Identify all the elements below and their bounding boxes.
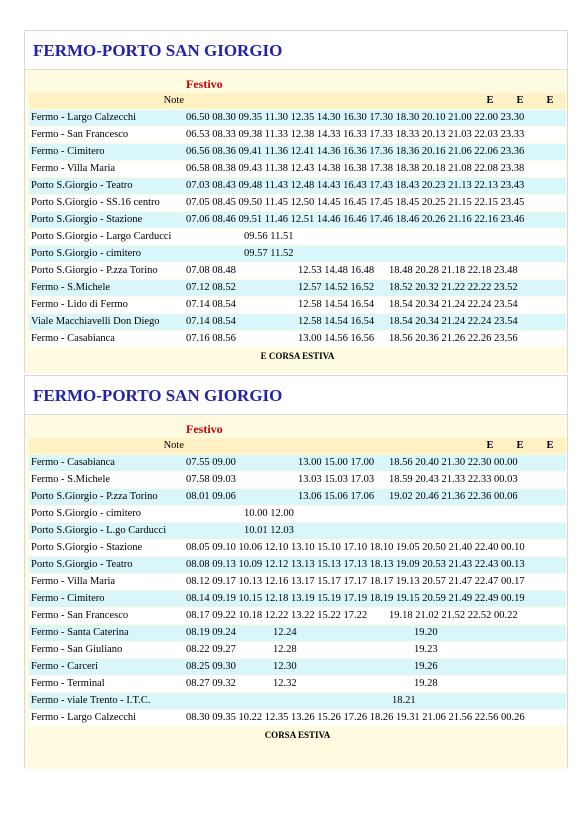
departure-times: [185, 489, 566, 506]
times-group: 12.28: [273, 644, 297, 655]
stop-name: Fermo - Largo Calzecchi: [29, 110, 185, 127]
timetable-row: [29, 144, 566, 161]
departure-times: [185, 144, 566, 161]
timetable-row: [29, 297, 566, 314]
times-group: 08.05 09.10 10.06 12.10 13.10 15.10 17.10 18.10 19.05 20.50 21.40 22.40 00.10: [186, 542, 525, 553]
stop-name: Viale Macchiavelli Don Diego: [29, 314, 185, 331]
times-group: 19.28: [414, 678, 438, 689]
departure-times: [185, 574, 566, 591]
timetable-row: [29, 574, 566, 591]
times-group: 08.08 09.13 10.09 12.12 13.13 15.13 17.13 18.13 19.09 20.53 21.43 22.43 00.13: [186, 559, 525, 570]
times-group: 18.52 20.32 21.22 22.22 23.52: [389, 282, 518, 293]
departure-times: [185, 506, 566, 523]
timetable-row: [29, 472, 566, 489]
stop-name: Fermo - Casabianca: [29, 455, 185, 472]
note-mark: E: [546, 95, 554, 106]
departure-times: [185, 676, 566, 693]
times-group: 07.55 09.00: [186, 457, 236, 468]
departure-times: [185, 161, 566, 178]
timetable-row: [29, 229, 566, 246]
times-group: 08.25 09.30: [186, 661, 236, 672]
timetable-row: [29, 642, 566, 659]
timetable-row: [29, 540, 566, 557]
times-group: 19.02 20.46 21.36 22.36 00.06: [389, 491, 518, 502]
timetable-row: [29, 693, 566, 710]
departure-times: [185, 178, 566, 195]
timetable-row: [29, 110, 566, 127]
times-group: 07.05 08.45 09.50 11.45 12.50 14.45 16.45 17.45 18.45 20.25 21.15 22.15 23.45: [186, 197, 525, 208]
departure-times: [185, 540, 566, 557]
departure-times: [185, 642, 566, 659]
times-group: 07.14 08.54: [186, 299, 236, 310]
times-group: 12.53 14.48 16.48: [298, 265, 375, 276]
timetable-panel-1: [24, 30, 568, 373]
times-group: 18.56 20.36 21.26 22.26 23.56: [389, 333, 518, 344]
timetable-table-1: [29, 76, 566, 365]
timetable-row: [29, 212, 566, 229]
times-group: 12.57 14.52 16.52: [298, 282, 375, 293]
stop-name: Porto S.Giorgio - Stazione: [29, 540, 185, 557]
times-group: 10.01 12.03: [244, 525, 294, 536]
times-group: 09.56 11.51: [244, 231, 294, 242]
stop-name: Porto S.Giorgio - Teatro: [29, 178, 185, 195]
times-group: 12.30: [273, 661, 297, 672]
departure-times: [185, 195, 566, 212]
stop-name: Porto S.Giorgio - Stazione: [29, 212, 185, 229]
stop-name: Fermo - Villa Maria: [29, 161, 185, 178]
note-mark: E: [546, 440, 554, 451]
times-group: 08.30 09.35 10.22 12.35 13.26 15.26 17.26 18.26 19.31 21.06 21.56 22.56 00.26: [186, 712, 525, 723]
departure-times: [185, 110, 566, 127]
note-marks: [185, 93, 566, 110]
timetable-row: [29, 127, 566, 144]
times-group: 08.14 09.19 10.15 12.18 13.19 15.19 17.19 18.19 19.15 20.59 21.49 22.49 00.19: [186, 593, 525, 604]
timetable-row: [29, 161, 566, 178]
note-mark: E: [516, 440, 524, 451]
timetable-row: [29, 314, 566, 331]
times-group: 08.27 09.32: [186, 678, 236, 689]
times-group: 19.18 21.02 21.52 22.52 00.22: [389, 610, 518, 621]
timetable-row: [29, 659, 566, 676]
footer-row: [29, 348, 566, 365]
times-group: 08.17 09.22 10.18 12.22 13.22 15.22 17.22: [186, 610, 368, 621]
times-group: 08.19 09.24: [186, 627, 236, 638]
times-group: 19.20: [414, 627, 438, 638]
times-group: 18.54 20.34 21.24 22.24 23.54: [389, 299, 518, 310]
note-mark: E: [486, 95, 494, 106]
times-group: 07.16 08.56: [186, 333, 236, 344]
times-group: 07.58 09.03: [186, 474, 236, 485]
footer-note: E CORSA ESTIVA: [29, 348, 566, 365]
festivo-label: Festivo: [185, 76, 566, 93]
times-group: 07.12 08.52: [186, 282, 236, 293]
departure-times: [185, 212, 566, 229]
departure-times: [185, 229, 566, 246]
stop-name: Fermo - Cimitero: [29, 144, 185, 161]
times-group: 06.53 08.33 09.38 11.33 12.38 14.33 16.33 17.33 18.33 20.13 21.03 22.03 23.33: [186, 129, 525, 140]
timetable-row: [29, 523, 566, 540]
departure-times: [185, 659, 566, 676]
departure-times: [185, 331, 566, 348]
blank-cell: [29, 76, 185, 93]
festivo-label: Festivo: [185, 421, 566, 438]
stop-name: Fermo - Casabianca: [29, 331, 185, 348]
stop-name: Fermo - Largo Calzecchi: [29, 710, 185, 727]
timetable-row: [29, 591, 566, 608]
stop-name: Porto S.Giorgio - SS.16 centro: [29, 195, 185, 212]
stop-name: Porto S.Giorgio - cimitero: [29, 506, 185, 523]
timetable-row: [29, 489, 566, 506]
stop-name: Porto S.Giorgio - P.zza Torino: [29, 263, 185, 280]
stop-name: Fermo - S.Michele: [29, 280, 185, 297]
timetable-row: [29, 455, 566, 472]
departure-times: [185, 591, 566, 608]
times-group: 18.48 20.28 21.18 22.18 23.48: [389, 265, 518, 276]
note-row: [29, 93, 566, 110]
departure-times: [185, 246, 566, 263]
note-row: [29, 438, 566, 455]
times-group: 13.00 14.56 16.56: [298, 333, 375, 344]
note-label: Note: [29, 438, 185, 455]
stop-name: Fermo - San Giuliano: [29, 642, 185, 659]
departure-times: [185, 625, 566, 642]
times-group: 13.00 15.00 17.00: [298, 457, 375, 468]
departure-times: [185, 297, 566, 314]
departure-times: [185, 127, 566, 144]
stop-name: Porto S.Giorgio - Largo Carducci: [29, 229, 185, 246]
note-mark: E: [486, 440, 494, 451]
festivo-row: [29, 421, 566, 438]
departure-times: [185, 557, 566, 574]
times-group: 06.56 08.36 09.41 11.36 12.41 14.36 16.36 17.36 18.36 20.16 21.06 22.06 23.36: [186, 146, 525, 157]
departure-times: [185, 263, 566, 280]
stop-name: Porto S.Giorgio - Teatro: [29, 557, 185, 574]
stop-name: Fermo - Lido di Fermo: [29, 297, 185, 314]
times-group: 08.12 09.17 10.13 12.16 13.17 15.17 17.17 18.17 19.13 20.57 21.47 22.47 00.17: [186, 576, 525, 587]
note-marks: [185, 438, 566, 455]
departure-times: [185, 314, 566, 331]
stop-name: Fermo - Terminal: [29, 676, 185, 693]
timetable-row: [29, 625, 566, 642]
timetable-title-1: FERMO-PORTO SAN GIORGIO: [25, 31, 567, 70]
timetable-title-2: FERMO-PORTO SAN GIORGIO: [25, 376, 567, 415]
timetable-row: [29, 331, 566, 348]
departure-times: [185, 608, 566, 625]
timetable-row: [29, 557, 566, 574]
times-group: 18.54 20.34 21.24 22.24 23.54: [389, 316, 518, 327]
timetable-panel-2: [24, 375, 568, 768]
times-group: 12.32: [273, 678, 297, 689]
times-group: 06.50 08.30 09.35 11.30 12.35 14.30 16.30 17.30 18.30 20.10 21.00 22.00 23.30: [186, 112, 525, 123]
note-mark: E: [516, 95, 524, 106]
stop-name: Fermo - Carceri: [29, 659, 185, 676]
times-group: 12.24: [273, 627, 297, 638]
blank-cell: [29, 421, 185, 438]
times-group: 19.26: [414, 661, 438, 672]
timetable-row: [29, 263, 566, 280]
departure-times: [185, 472, 566, 489]
times-group: 18.21: [392, 695, 416, 706]
times-group: 07.08 08.48: [186, 265, 236, 276]
timetable-row: [29, 608, 566, 625]
footer-note: CORSA ESTIVA: [29, 727, 566, 744]
departure-times: [185, 710, 566, 727]
departure-times: [185, 523, 566, 540]
timetable-body-1: [25, 70, 567, 374]
stop-name: Fermo - San Francesco: [29, 127, 185, 144]
times-group: 12.58 14.54 16.54: [298, 299, 375, 310]
times-group: 10.00 12.00: [244, 508, 294, 519]
departure-times: [185, 455, 566, 472]
times-group: 13.03 15.03 17.03: [298, 474, 375, 485]
times-group: 19.23: [414, 644, 438, 655]
stop-name: Porto S.Giorgio - L.go Carducci: [29, 523, 185, 540]
stop-name: Fermo - viale Trento - I.T.C.: [29, 693, 185, 710]
departure-times: [185, 280, 566, 297]
stop-name: Fermo - Villa Maria: [29, 574, 185, 591]
times-group: 13.06 15.06 17.06: [298, 491, 375, 502]
times-group: 07.14 08.54: [186, 316, 236, 327]
stop-name: Fermo - Cimitero: [29, 591, 185, 608]
timetable-row: [29, 506, 566, 523]
stop-name: Porto S.Giorgio - cimitero: [29, 246, 185, 263]
timetable-row: [29, 280, 566, 297]
timetable-row: [29, 676, 566, 693]
stop-name: Fermo - S.Michele: [29, 472, 185, 489]
times-group: 07.03 08.43 09.48 11.43 12.48 14.43 16.43 17.43 18.43 20.23 21.13 22.13 23.43: [186, 180, 525, 191]
times-group: 18.59 20.43 21.33 22.33 00.03: [389, 474, 518, 485]
timetable-row: [29, 195, 566, 212]
stop-name: Porto S.Giorgio - P.zza Torino: [29, 489, 185, 506]
times-group: 09.57 11.52: [244, 248, 294, 259]
stop-name: Fermo - San Francesco: [29, 608, 185, 625]
footer-row: [29, 727, 566, 744]
stop-name: Fermo - Santa Caterina: [29, 625, 185, 642]
times-group: 07.06 08.46 09.51 11.46 12.51 14.46 16.46 17.46 18.46 20.26 21.16 22.16 23.46: [186, 214, 525, 225]
timetable-table-2: [29, 421, 566, 744]
timetable-row: [29, 710, 566, 727]
departure-times: [185, 693, 566, 710]
timetable-row: [29, 178, 566, 195]
times-group: 18.56 20.40 21.30 22.30 00.00: [389, 457, 518, 468]
times-group: 06.58 08.38 09.43 11.38 12.43 14.38 16.38 17.38 18.38 20.18 21.08 22.08 23.38: [186, 163, 525, 174]
times-group: 12.58 14.54 16.54: [298, 316, 375, 327]
timetable-body-2: [25, 415, 567, 769]
festivo-row: [29, 76, 566, 93]
times-group: 08.22 09.27: [186, 644, 236, 655]
note-label: Note: [29, 93, 185, 110]
timetable-row: [29, 246, 566, 263]
times-group: 08.01 09.06: [186, 491, 236, 502]
